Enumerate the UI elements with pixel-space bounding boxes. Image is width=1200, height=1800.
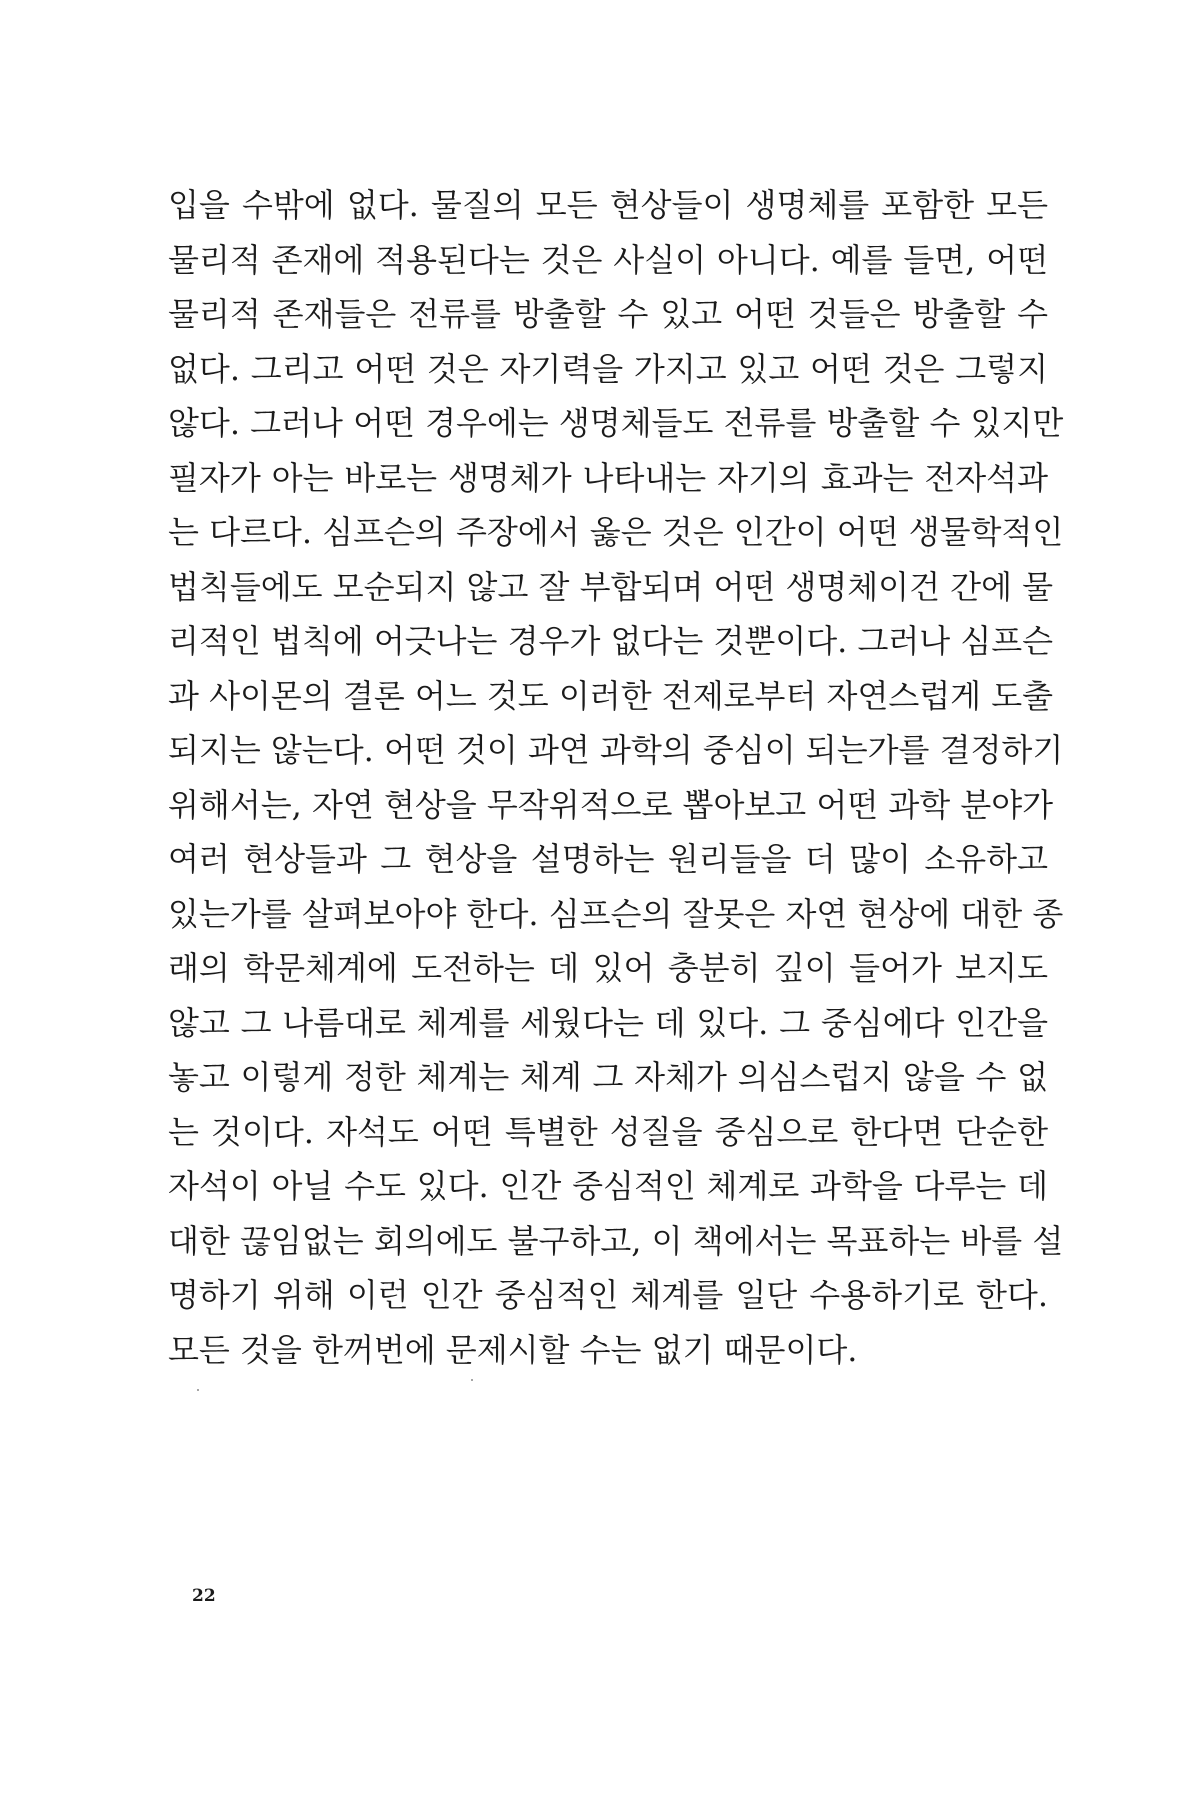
text-line: 물리적 존재들은 전류를 방출할 수 있고 어떤 것들은 방출할 수: [168, 295, 1048, 333]
text-line: 필자가 아는 바로는 생명체가 나타내는 자기의 효과는 전자석과: [168, 458, 1048, 497]
text-line: 않다. 그러나 어떤 경우에는 생명체들도 전류를 방출할 수 있지만: [168, 404, 1064, 442]
text-line: 물리적 존재에 적용된다는 것은 사실이 아니다. 예를 들면, 어떤: [168, 240, 1048, 279]
text-line: 있는가를 살펴보아야 한다. 심프슨의 잘못은 자연 현상에 대한 종: [168, 894, 1064, 933]
text-line: 않고 그 나름대로 체계를 세웠다는 데 있다. 그 중심에다 인간을: [168, 1003, 1048, 1042]
text-line: 리적인 법칙에 어긋나는 경우가 없다는 것뿐이다. 그러나 심프슨: [168, 622, 1054, 660]
text-line: 없다. 그리고 어떤 것은 자기력을 가지고 있고 어떤 것은 그렇지: [168, 349, 1048, 388]
text-line: 여러 현상들과 그 현상을 설명하는 원리들을 더 많이 소유하고: [168, 840, 1048, 878]
text-line: 과 사이몬의 결론 어느 것도 이러한 전제로부터 자연스럽게 도출: [168, 676, 1054, 715]
text-line: 위해서는, 자연 현상을 무작위적으로 뽑아보고 어떤 과학 분야가: [168, 785, 1054, 824]
text-line: 명하기 위해 이런 인간 중심적인 체계를 일단 수용하기로 한다.: [168, 1276, 1048, 1314]
text-line: 놓고 이렇게 정한 체계는 체계 그 자체가 의심스럽지 않을 수 없: [168, 1058, 1048, 1096]
body-paragraph: [168, 178, 1064, 1377]
text-line: 래의 학문체계에 도전하는 데 있어 충분히 깊이 들어가 보지도: [168, 949, 1048, 987]
text-line: 되지는 않는다. 어떤 것이 과연 과학의 중심이 되는가를 결정하기: [168, 731, 1064, 769]
text-line: 는 것이다. 자석도 어떤 특별한 성질을 중심으로 한다면 단순한: [168, 1112, 1048, 1151]
text-line-last: 모든 것을 한꺼번에 문제시할 수는 없기 때문이다.: [168, 1330, 858, 1369]
scan-speck: [197, 1389, 199, 1391]
text-line: 는 다르다. 심프슨의 주장에서 옳은 것은 인간이 어떤 생물학적인: [168, 513, 1064, 551]
page-number: 22: [192, 1586, 216, 1606]
scan-speck: [471, 1379, 473, 1381]
text-line: 자석이 아닐 수도 있다. 인간 중심적인 체계로 과학을 다루는 데: [168, 1167, 1048, 1205]
text-line: 법칙들에도 모순되지 않고 잘 부합되며 어떤 생명체이건 간에 물: [168, 567, 1054, 606]
text-line: 대한 끊임없는 회의에도 불구하고, 이 책에서는 목표하는 바를 설: [168, 1221, 1064, 1260]
text-line: 입을 수밖에 없다. 물질의 모든 현상들이 생명체를 포함한 모든: [168, 186, 1048, 224]
